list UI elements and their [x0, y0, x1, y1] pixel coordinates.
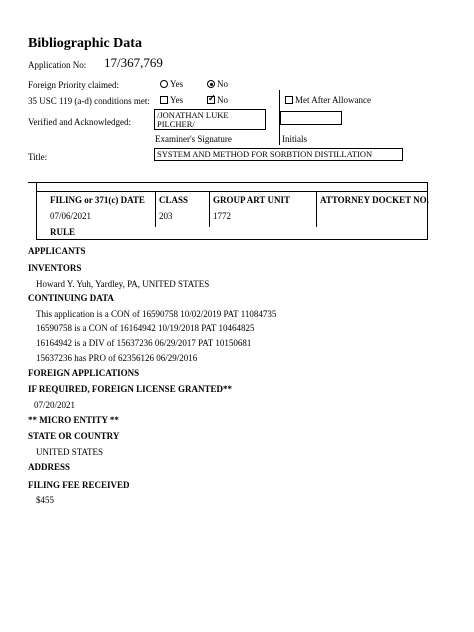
- table-header-attorney-docket: ATTORNEY DOCKET NO.: [320, 195, 429, 205]
- continuing-item: This application is a CON of 16590758 10/02/2019 PAT 11084735: [36, 309, 277, 319]
- table-col-divider: [316, 191, 317, 227]
- section-foreign-applications: FOREIGN APPLICATIONS: [28, 368, 140, 378]
- table-cell-filing-date: 07/06/2021: [50, 211, 92, 221]
- section-inventors: INVENTORS: [28, 263, 82, 273]
- filing-fee-value: $455: [36, 495, 54, 505]
- usc-yes[interactable]: Yes: [160, 95, 183, 105]
- verified-label: Verified and Acknowledged:: [28, 117, 131, 127]
- state-value: UNITED STATES: [36, 447, 104, 457]
- foreign-priority-label: Foreign Priority claimed:: [28, 80, 119, 90]
- continuing-item: 15637236 has PRO of 62356126 06/29/2016: [36, 353, 198, 363]
- section-filing-fee: FILING FEE RECEIVED: [28, 480, 130, 490]
- application-no-label: Application No:: [28, 60, 87, 70]
- table-right-border: [427, 182, 428, 240]
- table-rule: RULE: [50, 227, 76, 237]
- section-foreign-license: IF REQUIRED, FOREIGN LICENSE GRANTED**: [28, 384, 232, 394]
- continuing-item: 16164942 is a DIV of 15637236 06/29/2017 PAT 10150681: [36, 338, 252, 348]
- radio-selected-icon: [207, 80, 215, 88]
- met-after-allowance[interactable]: Met After Allowance: [285, 95, 371, 105]
- title-field[interactable]: SYSTEM AND METHOD FOR SORBTION DISTILLATION: [154, 148, 403, 161]
- section-applicants: APPLICANTS: [28, 246, 86, 256]
- initials-label: Initials: [282, 134, 307, 144]
- usc-no[interactable]: ✓ No: [207, 95, 228, 105]
- table-header-top: [36, 191, 427, 192]
- examiner-signature-label: Examiner's Signature: [155, 134, 232, 144]
- checkbox-icon: [285, 96, 293, 104]
- examiner-signature-field[interactable]: /JONATHAN LUKE PILCHER/: [154, 109, 266, 130]
- section-state-or-country: STATE OR COUNTRY: [28, 431, 120, 441]
- table-col-divider: [155, 191, 156, 227]
- checkbox-checked-icon: [207, 96, 215, 104]
- table-cell-group-art-unit: 1772: [213, 211, 231, 221]
- foreign-priority-yes[interactable]: Yes: [160, 79, 183, 89]
- table-header-filing-date: FILING or 371(c) DATE: [50, 195, 145, 205]
- application-no-value: 17/367,769: [104, 55, 163, 70]
- table-cell-class: 203: [159, 211, 173, 221]
- table-top-border: [28, 182, 428, 183]
- section-address: ADDRESS: [28, 462, 71, 472]
- section-micro-entity: ** MICRO ENTITY **: [28, 415, 119, 425]
- table-col-divider: [209, 191, 210, 227]
- table-header-group-art-unit: GROUP ART UNIT: [213, 195, 291, 205]
- usc-label: 35 USC 119 (a-d) conditions met:: [28, 96, 150, 106]
- page-title: Bibliographic Data: [28, 36, 142, 51]
- radio-icon: [160, 80, 168, 88]
- foreign-priority-no[interactable]: No: [207, 79, 228, 89]
- checkbox-icon: [160, 96, 168, 104]
- table-header-class: CLASS: [159, 195, 189, 205]
- license-date: 07/20/2021: [34, 400, 76, 410]
- continuing-item: 16590758 is a CON of 16164942 10/19/2018 PAT 10464825: [36, 323, 255, 333]
- section-continuing-data: CONTINUING DATA: [28, 293, 114, 303]
- inventor-item: Howard Y. Yuh, Yardley, PA, UNITED STATES: [36, 279, 210, 289]
- title-label: Title:: [28, 152, 48, 162]
- table-bottom-border: [36, 239, 427, 240]
- initials-field[interactable]: [280, 111, 342, 125]
